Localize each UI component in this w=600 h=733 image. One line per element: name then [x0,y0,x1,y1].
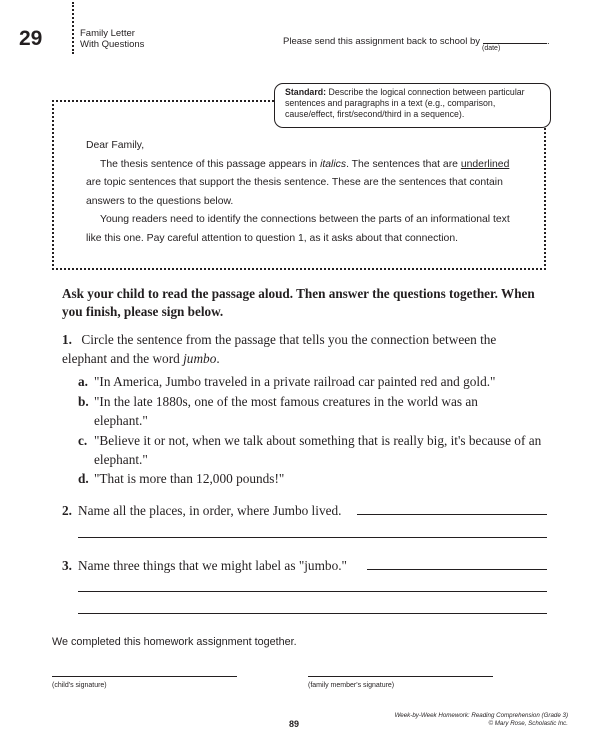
question-1-text-b: . [216,351,220,366]
option-a-text: "In America, Jumbo traveled in a private railroad car painted red and gold." [94,374,496,389]
letter-paragraph-1 [86,156,526,212]
credit-line-1: Week-by-Week Homework: Reading Comprehension (Grade 3) [394,712,568,719]
option-a-letter: a. [78,374,88,389]
p1-part-b: . The sentences that are [346,158,461,170]
option-d[interactable] [78,469,548,488]
letter-paragraph-2: Young readers need to identify the connections between the parts of an informational text like this one. Pay careful attention to question 1, as it asks about that connection. [86,214,510,244]
send-back-instruction [283,34,550,47]
send-back-text: Please send this assignment back to school by [283,36,480,47]
option-b-text: "In the late 1880s, one of the most famous creatures in the world was an elephant." [94,394,478,428]
option-a[interactable] [78,372,548,391]
option-c-text: "Believe it or not, when we talk about something that is really big, it's because of an elephant." [94,433,542,467]
question-1 [62,330,542,368]
p1-underlined-word: underlined [460,158,510,170]
standard-box [274,83,551,128]
page-number: 89 [289,719,300,729]
standard-label: Standard: [285,87,327,97]
standard-text: Describe the logical connection between particular sentences and paragraphs in a text (e.g., comparison, cause/effect, first/second/third in a sequence). [285,87,525,119]
option-b[interactable] [78,392,534,430]
question-3-number: 3. [62,558,72,573]
instructions: Ask your child to read the passage aloud. Then answer the questions together. When you finish, please sign below. [62,286,535,319]
header-divider [72,2,74,54]
child-signature-label: (child's signature) [52,682,107,689]
completed-statement: We completed this homework assignment together. [52,636,297,648]
question-3-text: Name three things that we might label as "jumbo." [78,558,347,573]
answer-line-2b[interactable] [78,537,547,538]
lesson-title-line1: Family Letter [80,28,135,39]
lesson-number: 29 [19,27,43,50]
date-blank[interactable] [483,34,547,44]
question-1-number: 1. [62,332,72,347]
option-c-letter: c. [78,433,88,448]
credit-line-2: © Mary Rose, Scholastic Inc. [488,720,568,727]
question-2 [62,501,341,520]
child-signature-line[interactable] [52,676,237,677]
option-d-text: "That is more than 12,000 pounds!" [94,471,285,486]
credit-line [395,712,568,728]
send-back-period: . [546,36,550,47]
answer-line-3a[interactable] [367,569,547,570]
answer-line-3c[interactable] [78,613,547,614]
question-2-number: 2. [62,503,72,518]
date-label: (date) [482,45,501,52]
option-c[interactable] [78,431,564,469]
lesson-title-line2: With Questions [80,39,145,50]
answer-line-2a[interactable] [357,514,547,515]
family-signature-label: (family member's signature) [308,682,395,689]
question-1-text-a: Circle the sentence from the passage that tells you the connection between the elephant and the word [62,332,497,366]
family-letter [86,137,526,249]
question-3 [62,556,347,575]
letter-greeting: Dear Family, [86,140,145,151]
question-2-text: Name all the places, in order, where Jumbo lived. [78,503,342,518]
family-signature-line[interactable] [308,676,493,677]
option-b-letter: b. [78,394,89,409]
p1-part-a: The thesis sentence of this passage appears in [100,158,321,170]
lesson-title [80,28,144,50]
question-1-italic-word: jumbo [183,351,217,366]
p1-part-c: are topic sentences that support the thesis sentence. These are the sentences that contain answers to the questions below. [86,177,503,207]
option-d-letter: d. [78,471,89,486]
p1-italic-word: italics [320,158,347,170]
answer-line-3b[interactable] [78,591,547,592]
